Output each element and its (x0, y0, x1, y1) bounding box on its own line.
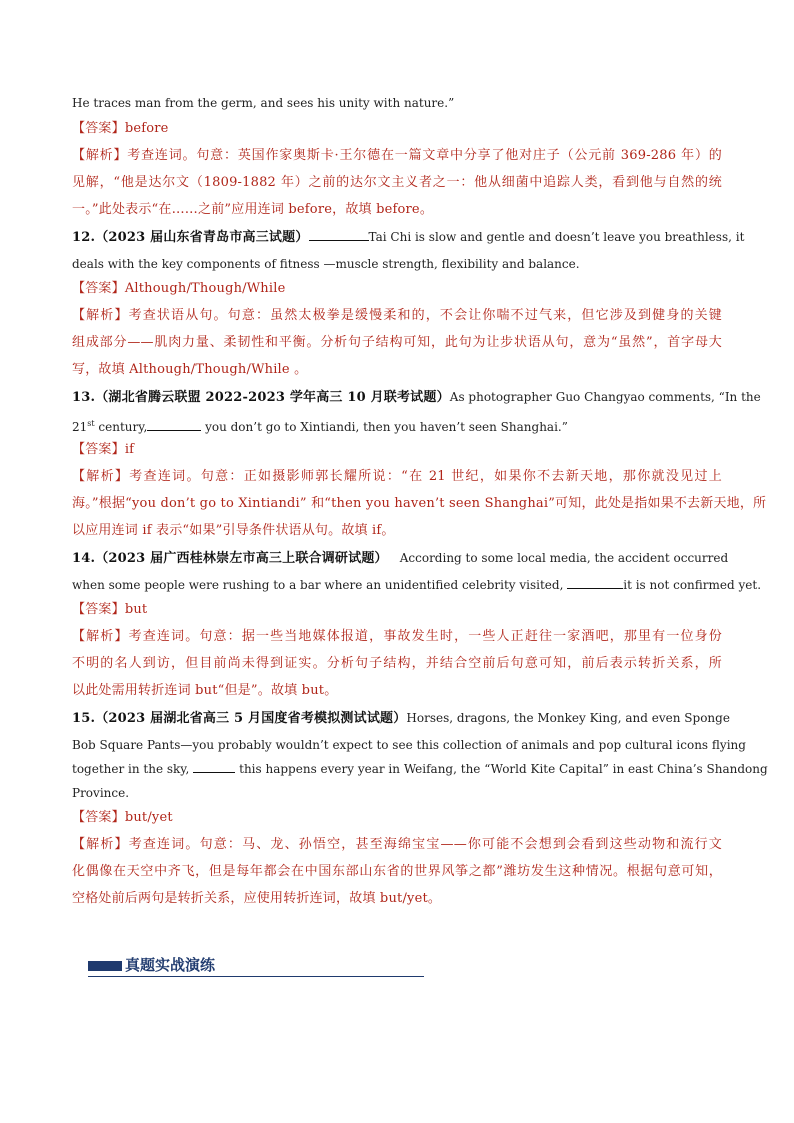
analysis-label: 【解析】 (72, 629, 129, 644)
q13-analysis-line-1 (72, 469, 722, 485)
answer-value: before (124, 121, 169, 136)
q12-answer (72, 281, 722, 297)
q14-answer (72, 602, 722, 618)
q13-stem-line-1 (72, 389, 761, 406)
q15-source: 15.（2023 届湖北省高三 5 月国度省考模拟测试试题） (72, 711, 407, 726)
q14-analysis-line-2: 不明的名人到访，但目前尚未得到证实。分析句子结构，并结合空前后句意可知，前后表示转折关系，所 (72, 656, 722, 671)
q13-stem-part: 21 (72, 420, 88, 434)
q13-source: 13.（湖北省腾云联盟 2022-2023 学年高三 10 月联考试题） (72, 390, 450, 405)
q11-analysis-line-2: 见解，“他是达尔文（1809-1882 年）之前的达尔文主义者之一：他从细菌中追踪人类，看到他与自然的统 (72, 175, 722, 190)
q15-stem-line-3 (72, 761, 768, 777)
q14-blank (567, 578, 623, 589)
q15-stem-part: this happens every year in Weifang, the “World Kite Capital” in east China’s Shandong (235, 762, 768, 776)
q14-source: 14.（2023 届广西桂林崇左市高三上联合调研试题） (72, 551, 388, 566)
q14-stem-part: when some people were rushing to a bar where an unidentified celebrity visited, (72, 578, 568, 592)
q12-analysis-line-2: 组成部分——肌肉力量、柔韧性和平衡。分析句子结构可知，此句为让步状语从句，意为“虽然”，首字母大 (72, 335, 722, 350)
q15-analysis-line-3: 空格处前后两句是转折关系，应使用转折连词，故填 but/yet。 (72, 891, 442, 906)
q12-blank (309, 230, 369, 241)
q13-analysis-line-2: 海。”根据“you don’t go to Xintiandi” 和“then you haven’t seen Shanghai”可知，此处是指如果不去新天地，所 (72, 496, 767, 511)
analysis-label: 【解析】 (72, 469, 130, 484)
q15-analysis-line-2: 化偶像在天空中齐飞，但是每年都会在中国东部山东省的世界风筝之都”潍坊发生这种情况。根据句意可知， (72, 864, 722, 879)
q11-analysis-line-1 (72, 148, 722, 164)
analysis-text: 考查连词。句意：马、龙、孙悟空，甚至海绵宝宝——你可能不会想到会看到这些动物和流行文 (128, 837, 722, 852)
q11-stem-tail: He traces man from the germ, and sees his unity with nature.” (72, 96, 455, 110)
q11-analysis-line-3: 一。”此处表示“在……之前”应用连词 before，故填 before。 (72, 202, 434, 217)
q13-analysis-line-3: 以应用连词 if 表示“如果”引导条件状语从句。故填 if。 (72, 523, 395, 538)
q15-stem-text: Horses, dragons, the Monkey King, and even Sponge (406, 711, 730, 725)
analysis-label: 【解析】 (72, 837, 129, 852)
q15-analysis-line-1 (72, 837, 722, 853)
analysis-text: 考查状语从句。句意：虽然太极拳是缓慢柔和的，不会让你喘不过气来，但它涉及到健身的关键 (128, 308, 722, 323)
q14-stem-line-2 (72, 577, 762, 593)
q14-analysis-line-1 (72, 629, 722, 645)
q13-stem-line-2 (72, 416, 722, 435)
q11-answer (72, 121, 722, 137)
answer-label: 【答案】 (72, 442, 125, 457)
q13-stem-text: As photographer Guo Changyao comments, “In the (449, 390, 761, 404)
q12-stem-text: Tai Chi is slow and gentle and doesn’t leave you breathless, it (368, 230, 745, 244)
q12-source: 12.（2023 届山东省青岛市高三试题） (72, 230, 309, 245)
answer-value: but (124, 602, 148, 617)
answer-value: Although/Though/While (124, 281, 286, 296)
analysis-text: 考查连词。句意：英国作家奥斯卡·王尔德在一篇文章中分享了他对庄子（公元前 369-286 年）的 (127, 148, 722, 163)
q15-stem-line-4: Province. (72, 786, 130, 800)
q13-stem-part: century, (94, 420, 148, 434)
answer-label: 【答案】 (72, 121, 125, 136)
q12-stem-line-2: deals with the key components of fitness —muscle strength, flexibility and balance. (72, 257, 580, 271)
q14-stem-line-1 (72, 550, 729, 567)
section-title: 真题实战演练 (125, 956, 216, 974)
analysis-label: 【解析】 (72, 148, 128, 163)
q12-analysis-line-3: 写，故填 Although/Though/While 。 (72, 362, 308, 377)
q14-analysis-line-3: 以此处需用转折连词 but“但是”。故填 but。 (72, 683, 338, 698)
answer-value: if (124, 442, 135, 457)
q14-stem-part: it is not confirmed yet. (623, 578, 762, 592)
section-bar-decoration (88, 961, 122, 971)
analysis-text: 考查连词。句意：据一些当地媒体报道，事故发生时，一些人正赶往一家酒吧，那里有一位身份 (128, 629, 722, 644)
answer-label: 【答案】 (72, 281, 125, 296)
q15-stem-part: together in the sky, (72, 762, 190, 776)
q15-stem-line-1 (72, 710, 730, 727)
section-header (88, 954, 424, 977)
q12-analysis-line-1 (72, 308, 722, 324)
q13-stem-part: you don’t go to Xintiandi, then you haven’t seen Shanghai.” (201, 420, 568, 434)
q15-stem-line-2: Bob Square Pants—you probably wouldn’t expect to see this collection of animals and pop cultural icons flying (72, 738, 746, 752)
q14-stem-text: According to some local media, the accident occurred (399, 551, 729, 565)
q12-stem-line-1 (72, 229, 745, 246)
answer-value: but/yet (124, 810, 173, 825)
q13-stem-sup: st (87, 419, 95, 428)
q13-answer (72, 442, 722, 458)
q13-blank (147, 420, 201, 431)
answer-label: 【答案】 (72, 810, 125, 825)
answer-label: 【答案】 (72, 602, 125, 617)
analysis-label: 【解析】 (72, 308, 129, 323)
analysis-text: 考查连词。句意：正如摄影师郭长耀所说：“在 21 世纪，如果你不去新天地，那你就没见过上 (129, 469, 722, 484)
q15-answer (72, 810, 722, 826)
q15-blank (193, 762, 235, 773)
